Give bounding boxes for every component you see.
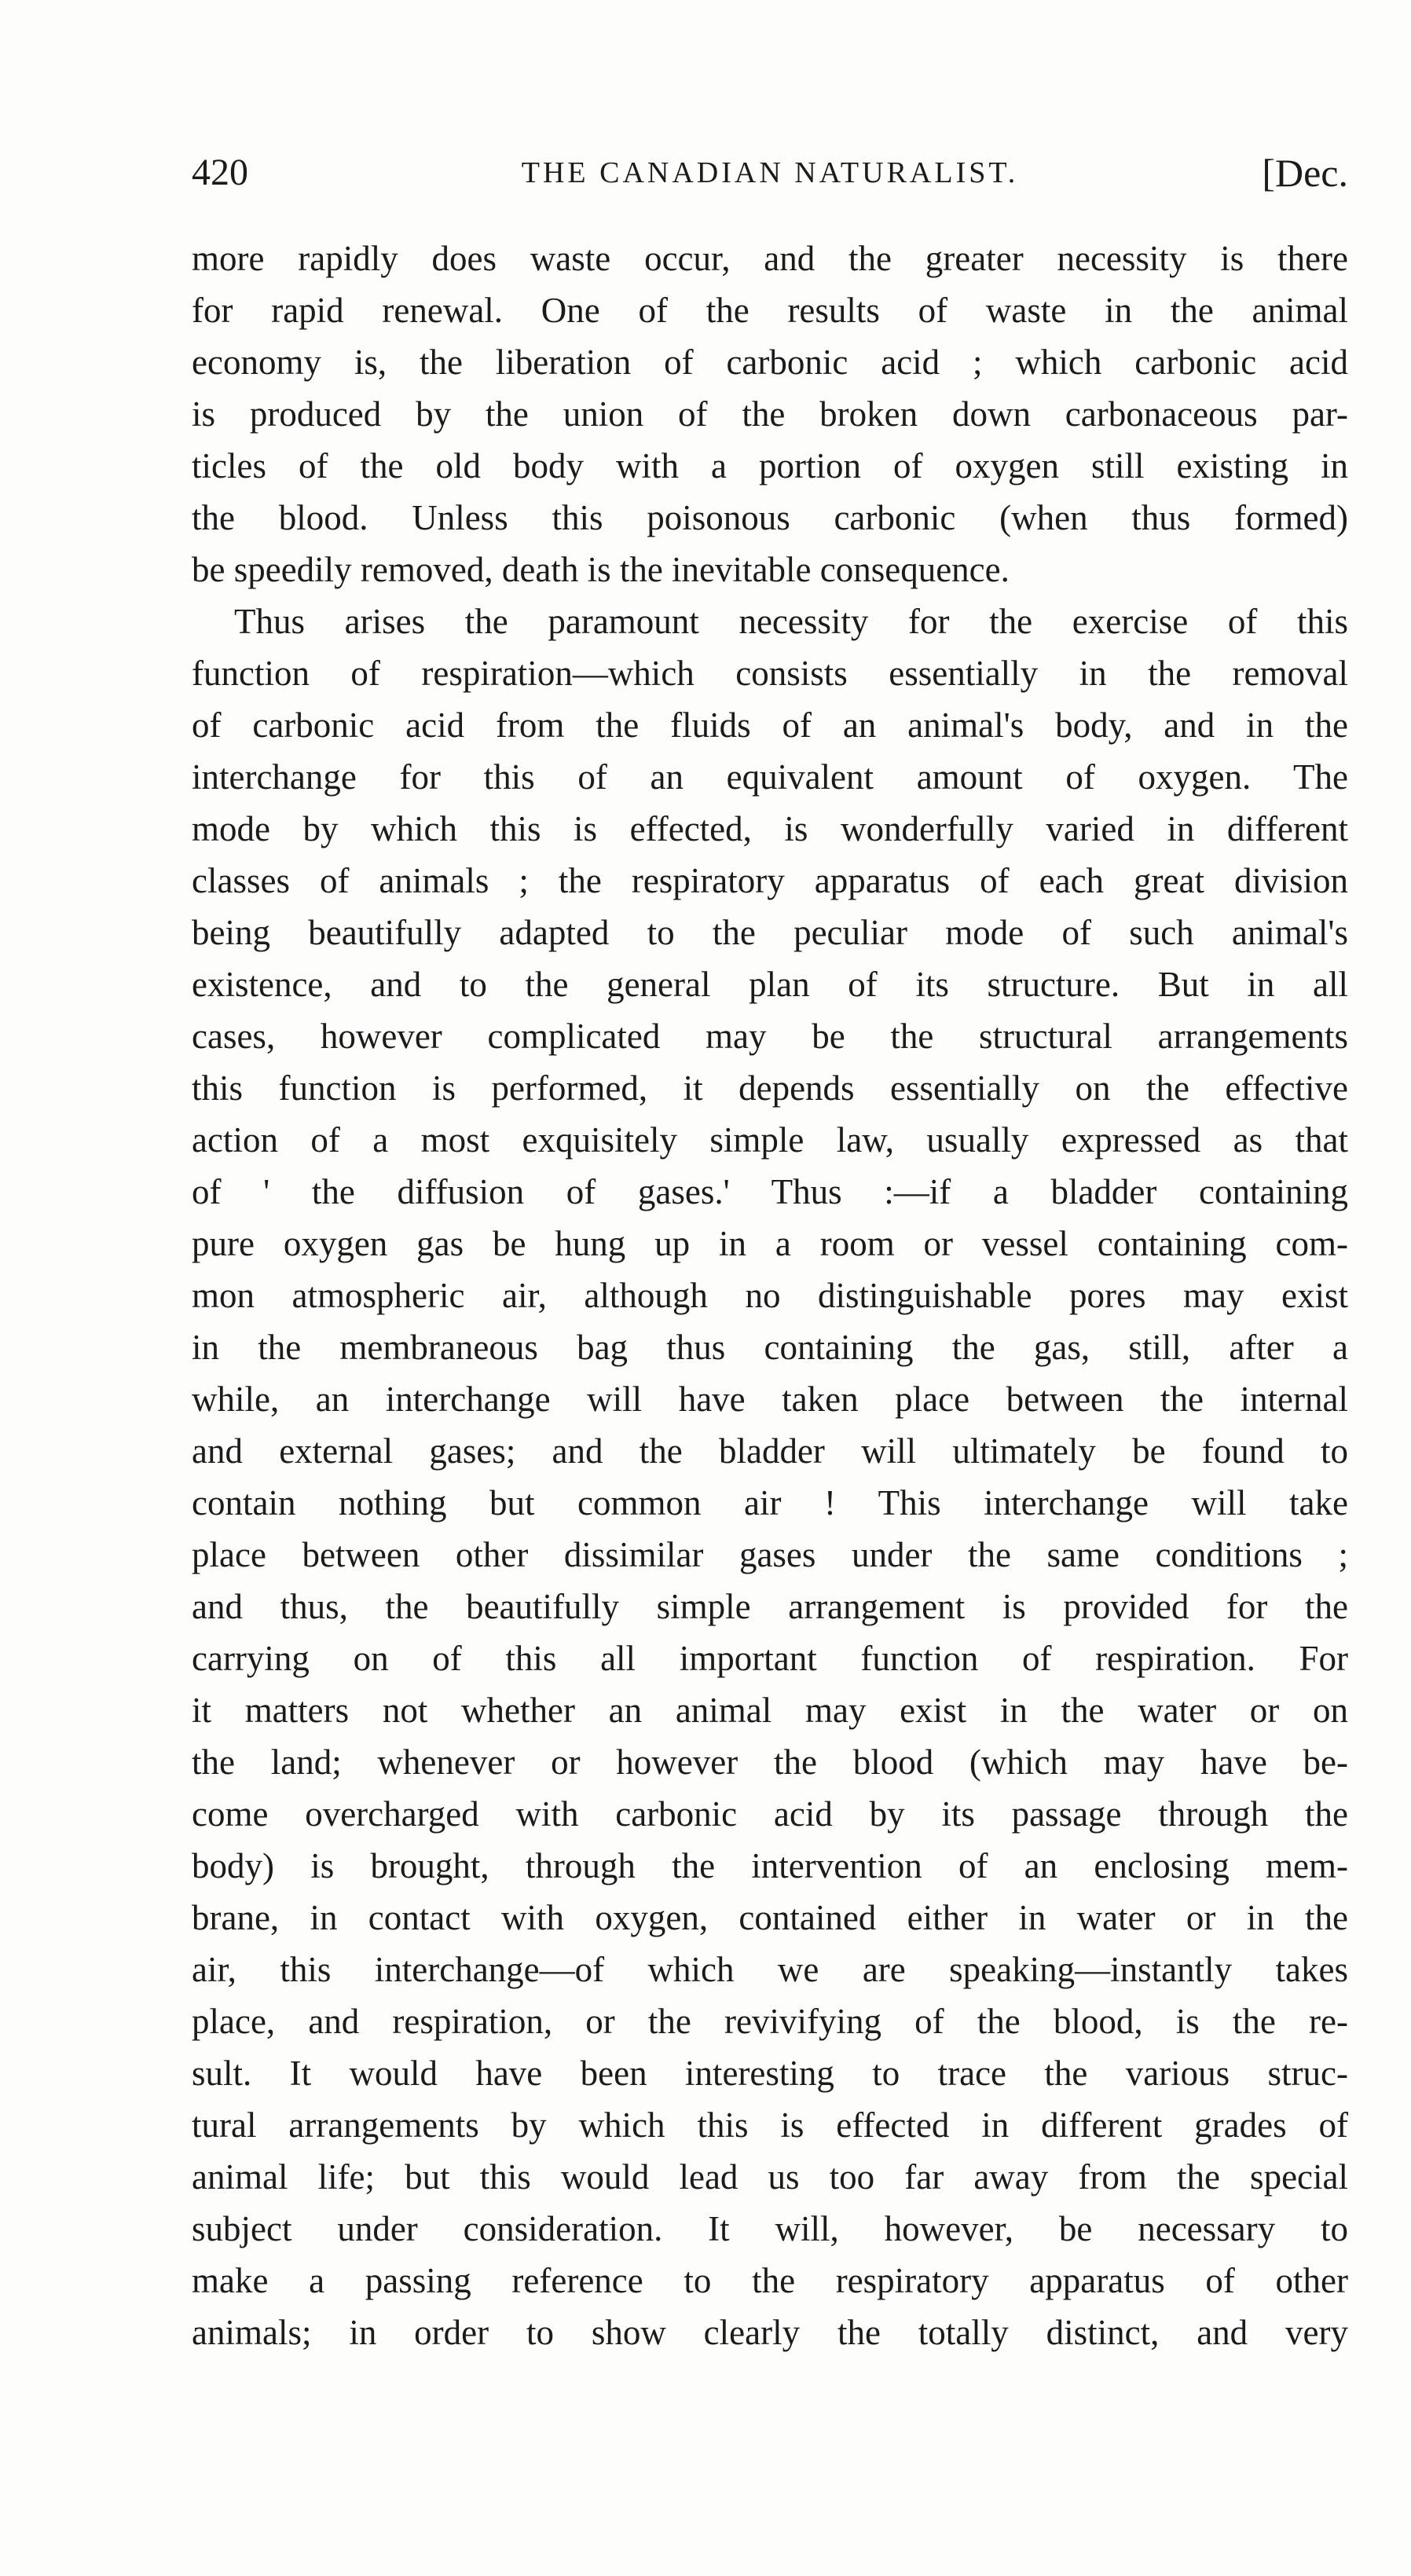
text-line: place, and respiration, or the revivifying of the blood, is the re-: [192, 2002, 1348, 2041]
text-line: be speedily removed, death is the inevitable consequence.: [192, 550, 1010, 589]
text-line: air, this interchange—of which we are speaking—instantly takes: [192, 1950, 1348, 1989]
running-header-right: [Dec.: [1262, 151, 1348, 195]
text-line: for rapid renewal. One of the results of waste in the animal: [192, 291, 1348, 330]
text-line: action of a most exquisitely simple law, usually expressed as that: [192, 1120, 1348, 1160]
text-line: of ' the diffusion of gases.' Thus :—if a bladder containing: [192, 1172, 1348, 1211]
text-line: subject under consideration. It will, however, be necessary to: [192, 2209, 1348, 2248]
text-line: Thus arises the paramount necessity for the exercise of this: [234, 602, 1348, 641]
text-line: carrying on of this all important function of respiration. For: [192, 1639, 1348, 1678]
text-line: make a passing reference to the respiratory apparatus of other: [192, 2261, 1348, 2300]
text-line: in the membraneous bag thus containing the gas, still, after a: [192, 1328, 1348, 1367]
text-line: come overcharged with carbonic acid by its passage through the: [192, 1794, 1348, 1834]
text-line: brane, in contact with oxygen, contained either in water or in the: [192, 1898, 1348, 1937]
text-line: mon atmospheric air, although no distinguishable pores may exist: [192, 1276, 1348, 1315]
text-line: body) is brought, through the intervention of an enclosing mem-: [192, 1846, 1348, 1885]
text-line: classes of animals ; the respiratory apparatus of each great division: [192, 861, 1348, 900]
text-line: ticles of the old body with a portion of oxygen still existing in: [192, 446, 1348, 486]
running-header: [192, 137, 1348, 208]
text-line: it matters not whether an animal may exist in the water or on: [192, 1691, 1348, 1730]
page-number: 420: [192, 152, 248, 193]
text-line: pure oxygen gas be hung up in a room or vessel containing com-: [192, 1224, 1348, 1263]
text-line: and external gases; and the bladder will ultimately be found to: [192, 1431, 1348, 1471]
text-line: economy is, the liberation of carbonic acid ; which carbonic acid: [192, 343, 1348, 382]
text-line: place between other dissimilar gases under the same conditions ;: [192, 1535, 1348, 1574]
text-line: this function is performed, it depends essentially on the effective: [192, 1068, 1348, 1108]
text-line: interchange for this of an equivalent amount of oxygen. The: [192, 757, 1348, 797]
text-line: while, an interchange will have taken place between the internal: [192, 1380, 1348, 1419]
text-line: mode by which this is effected, is wonderfully varied in different: [192, 809, 1348, 848]
text-line: tural arrangements by which this is effected in different grades of: [192, 2105, 1348, 2145]
text-line: function of respiration—which consists essentially in the removal: [192, 654, 1348, 693]
text-line: existence, and to the general plan of its structure. But in all: [192, 965, 1348, 1004]
text-line: of carbonic acid from the fluids of an animal's body, and in the: [192, 705, 1348, 745]
text-line: animal life; but this would lead us too far away from the special: [192, 2157, 1348, 2197]
text-line: the blood. Unless this poisonous carbonic (when thus formed): [192, 498, 1348, 537]
text-line: cases, however complicated may be the structural arrangements: [192, 1017, 1348, 1056]
running-title: THE CANADIAN NATURALIST.: [521, 156, 1019, 189]
text-line: sult. It would have been interesting to trace the various struc-: [192, 2054, 1348, 2093]
text-line: the land; whenever or however the blood (which may have be-: [192, 1742, 1348, 1782]
body-text: [192, 233, 1348, 2358]
text-line: and thus, the beautifully simple arrangement is provided for the: [192, 1587, 1348, 1626]
text-line: contain nothing but common air ! This interchange will take: [192, 1483, 1348, 1523]
text-line: animals; in order to show clearly the totally distinct, and very: [192, 2313, 1348, 2352]
text-line: being beautifully adapted to the peculiar mode of such animal's: [192, 913, 1348, 952]
text-line: more rapidly does waste occur, and the greater necessity is there: [192, 239, 1348, 278]
text-line: is produced by the union of the broken down carbonaceous par-: [192, 394, 1348, 434]
